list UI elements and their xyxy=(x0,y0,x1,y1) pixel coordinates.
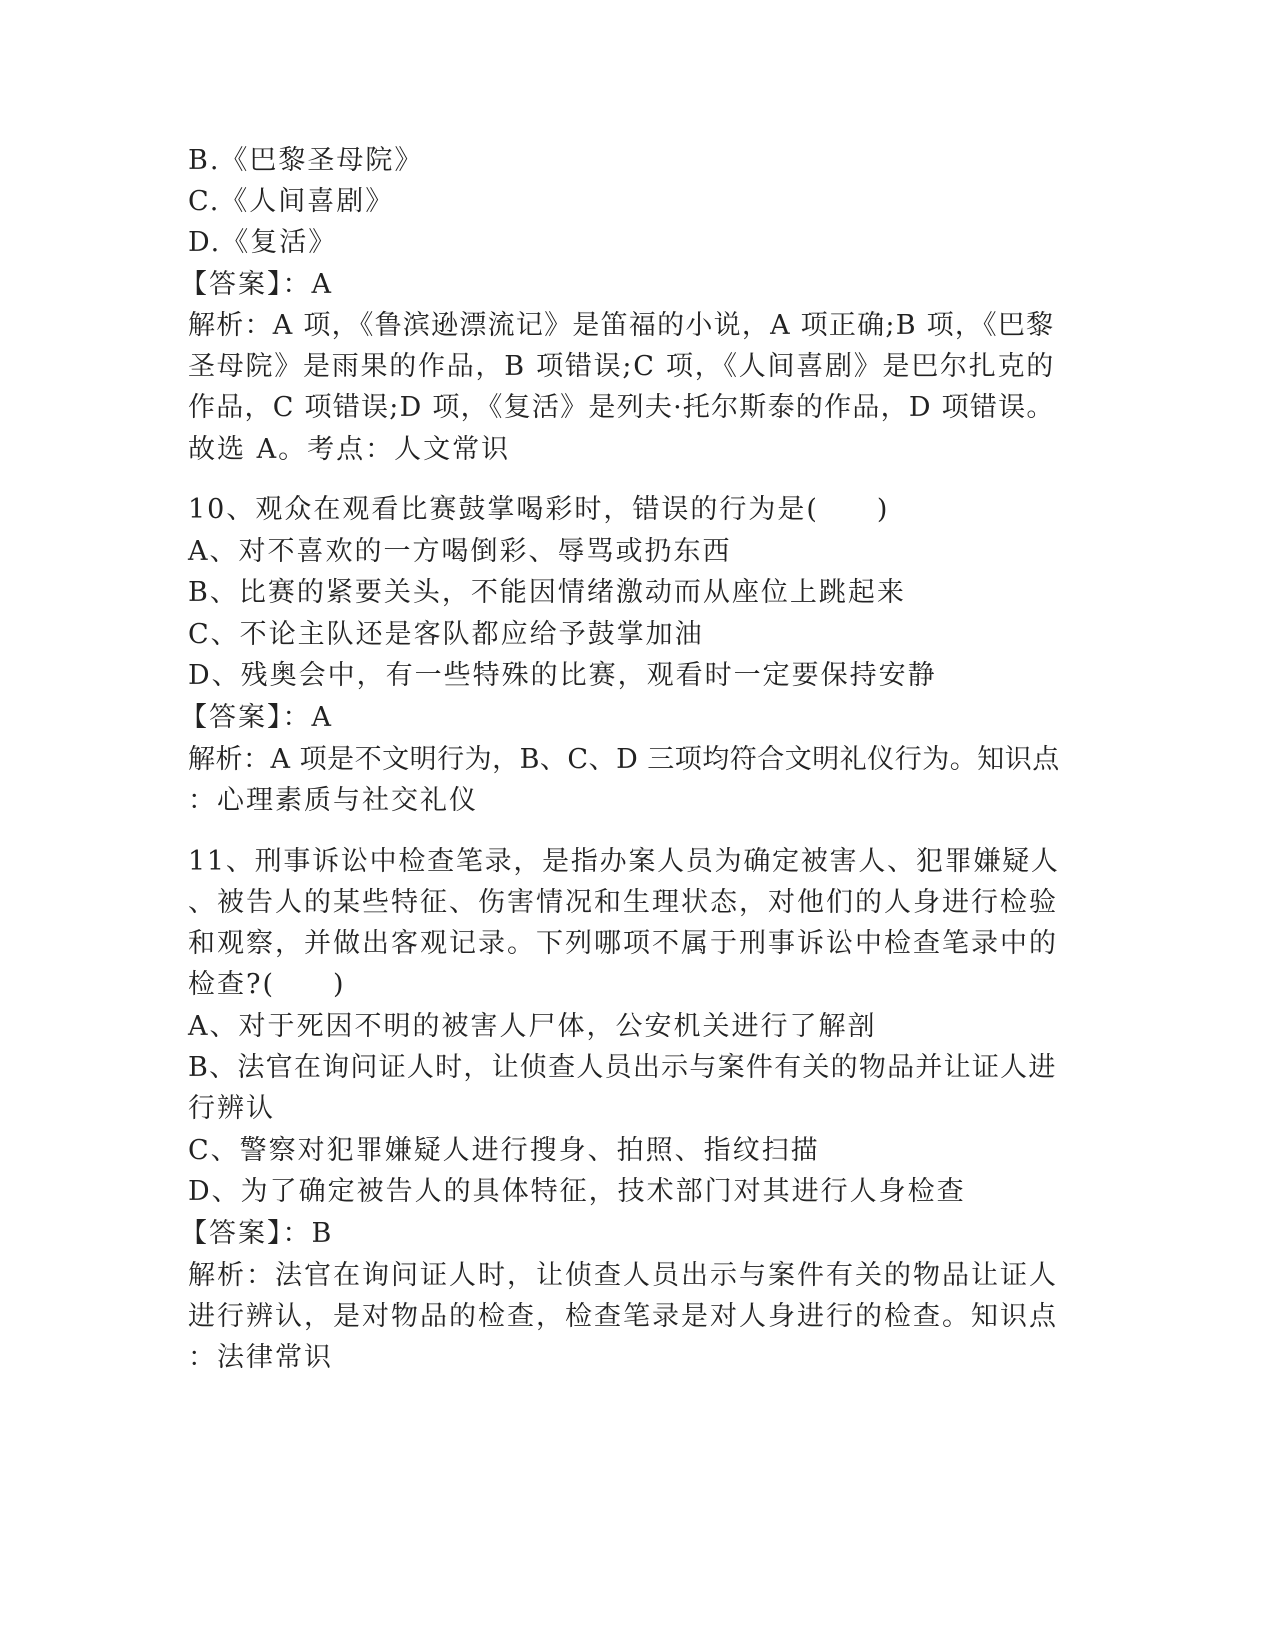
q11-option-a: A、对于死因不明的被害人尸体，公安机关进行了解剖 xyxy=(188,1011,877,1042)
q9-analysis-line: 圣母院》是雨果的作品，B 项错误;C 项，《人间喜剧》是巴尔扎克的 xyxy=(188,351,1056,382)
q10-answer: 【答案】：A xyxy=(180,702,333,733)
q9-analysis-line: 作品，C 项错误;D 项，《复活》是列夫·托尔斯泰的作品，D 项错误。 xyxy=(188,392,1055,423)
q10-analysis-line: ：心理素质与社交礼仪 xyxy=(188,785,478,816)
q9-analysis-line: 解析：A 项，《鲁滨逊漂流记》是笛福的小说，A 项正确;B 项，《巴黎 xyxy=(188,310,1055,341)
q11-stem-line: 检查?( ) xyxy=(188,969,346,1000)
q11-analysis-line: ：法律常识 xyxy=(188,1342,333,1373)
q9-option-d: D.《复活》 xyxy=(188,227,338,258)
q11-stem-line: 和观察，并做出客观记录。下列哪项不属于刑事诉讼中检查笔录中的 xyxy=(188,928,1058,959)
q11-option-b-line: 行辨认 xyxy=(188,1093,275,1124)
q10-analysis-line: 解析：A 项是不文明行为，B、C、D 三项均符合文明礼仪行为。知识点 xyxy=(188,744,1060,775)
q10-stem: 10、观众在观看比赛鼓掌喝彩时，错误的行为是( ) xyxy=(188,494,890,525)
q11-option-d: D、为了确定被告人的具体特征，技术部门对其进行人身检查 xyxy=(188,1176,966,1207)
q10-option-c: C、不论主队还是客队都应给予鼓掌加油 xyxy=(188,619,704,650)
q11-answer: 【答案】：B xyxy=(180,1218,334,1249)
q10-option-a: A、对不喜欢的一方喝倒彩、辱骂或扔东西 xyxy=(188,536,732,567)
q11-stem-line: 、被告人的某些特征、伤害情况和生理状态，对他们的人身进行检验 xyxy=(188,887,1058,918)
q11-analysis-line: 解析：法官在询问证人时，让侦查人员出示与案件有关的物品让证人 xyxy=(188,1260,1058,1291)
q11-option-b-line: B、法官在询问证人时，让侦查人员出示与案件有关的物品并让证人进 xyxy=(188,1052,1057,1083)
q11-analysis-line: 进行辨认，是对物品的检查，检查笔录是对人身进行的检查。知识点 xyxy=(188,1301,1058,1332)
q11-stem-line: 11、刑事诉讼中检查笔录，是指办案人员为确定被害人、犯罪嫌疑人 xyxy=(188,846,1060,877)
q11-option-c: C、警察对犯罪嫌疑人进行搜身、拍照、指纹扫描 xyxy=(188,1135,820,1166)
q9-option-c: C.《人间喜剧》 xyxy=(188,186,395,217)
q10-option-b: B、比赛的紧要关头，不能因情绪激动而从座位上跳起来 xyxy=(188,577,906,608)
q9-answer: 【答案】：A xyxy=(180,269,333,300)
q9-analysis-line: 故选 A。考点：人文常识 xyxy=(188,434,511,465)
q10-option-d: D、残奥会中，有一些特殊的比赛，观看时一定要保持安静 xyxy=(188,660,937,691)
q9-option-b: B.《巴黎圣母院》 xyxy=(188,145,424,176)
